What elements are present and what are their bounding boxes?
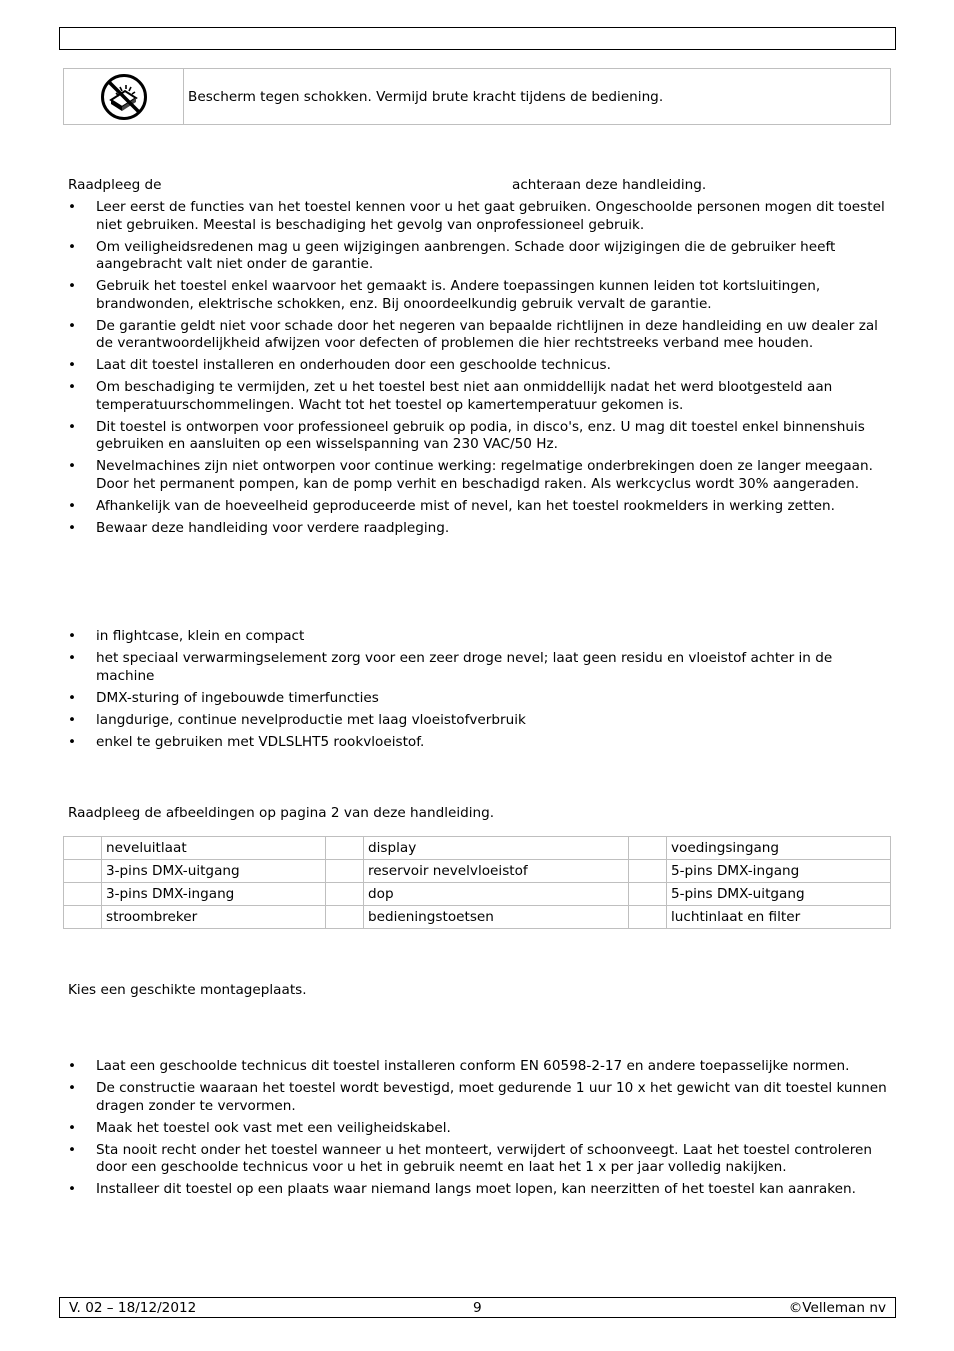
list-item: • DMX-sturing of ingebouwde timerfuncties (68, 690, 890, 708)
warning-icon-cell (64, 69, 184, 125)
part-name: 5-pins DMX-uitgang (666, 883, 890, 906)
overview-intro: Raadpleeg de afbeeldingen op pagina 2 van deze handleiding. (68, 805, 495, 821)
list-item: • Installeer dit toestel op een plaats waar niemand langs moet lopen, kan neerzitten of het toestel kan aanraken. (68, 1181, 890, 1199)
list-item: • De garantie geldt niet voor schade door het negeren van bepaalde richtlijnen in deze handleiding en uw dealer zal de verantwoordelijkheid afwijzen voor defecten of problemen die hier rechtstreeks verband mee houden. (68, 318, 890, 353)
list-item: • Laat een geschoolde technicus dit toestel installeren conform EN 60598-2-17 en andere toepasselijke normen. (68, 1058, 890, 1076)
warning-row (64, 69, 891, 125)
footer-copyright: ©Velleman nv (788, 1300, 886, 1316)
part-name: 3-pins DMX-ingang (102, 883, 326, 906)
installation-list (68, 1058, 890, 1203)
part-name: 3-pins DMX-uitgang (102, 860, 326, 883)
guidelines-list (68, 199, 890, 542)
part-name: 5-pins DMX-ingang (666, 860, 890, 883)
list-item: • Bewaar deze handleiding voor verdere raadpleging. (68, 520, 890, 538)
part-name: reservoir nevelvloeistof (364, 860, 629, 883)
part-number-cell (628, 906, 666, 929)
list-item: • Om veiligheidsredenen mag u geen wijzigingen aanbrengen. Schade door wijzigingen die de gebruiker heeft aangebracht valt niet onder de garantie. (68, 239, 890, 274)
list-item: • Gebruik het toestel enkel waarvoor het gemaakt is. Andere toepassingen kunnen leiden tot kortsluitingen, brandwonden, elektrische schokken, enz. Bij onoordeelkundig gebruik vervalt de garantie. (68, 278, 890, 313)
list-item: • Leer eerst de functies van het toestel kennen voor u het gaat gebruiken. Ongeschoolde personen mogen dit toestel niet gebruiken. Meestal is beschadiging het gevolg van onprofessioneel gebruik. (68, 199, 890, 234)
part-number-cell (326, 906, 364, 929)
table-row (64, 860, 891, 883)
features-list (68, 628, 890, 756)
list-item: • Om beschadiging te vermijden, zet u het toestel best niet aan onmiddellijk nadat het werd blootgesteld aan temperatuurschommelingen. Wacht tot het toestel op kamertemperatuur gekomen is. (68, 379, 890, 414)
table-row (64, 883, 891, 906)
parts-table (63, 836, 891, 929)
warning-table (63, 68, 891, 125)
no-shock-icon (100, 73, 148, 121)
footer-version: V. 02 – 18/12/2012 (69, 1300, 197, 1316)
list-item: • Afhankelijk van de hoeveelheid geproduceerde mist of nevel, kan het toestel rookmelders in werking zetten. (68, 498, 890, 516)
page-footer (59, 1297, 896, 1318)
part-number-cell (628, 860, 666, 883)
part-number-cell (64, 837, 102, 860)
part-name: neveluitlaat (102, 837, 326, 860)
part-number-cell (64, 906, 102, 929)
part-number-cell (628, 883, 666, 906)
part-number-cell (326, 860, 364, 883)
part-number-cell (64, 860, 102, 883)
list-item: • het speciaal verwarmingselement zorg voor een zeer droge nevel; laat geen residu en vloeistof achter in de machine (68, 650, 890, 685)
guidelines-intro-start: Raadpleeg de (68, 177, 162, 193)
list-item: • langdurige, continue nevelproductie met laag vloeistofverbruik (68, 712, 890, 730)
part-name: voedingsingang (666, 837, 890, 860)
part-name: luchtinlaat en filter (666, 906, 890, 929)
list-item: • Dit toestel is ontworpen voor professioneel gebruik op podia, in disco's, enz. U mag dit toestel enkel binnenshuis gebruiken en aansluiten op een wisselspanning van 230 VAC/50 Hz. (68, 419, 890, 454)
table-row (64, 906, 891, 929)
footer-page-number: 9 (473, 1300, 482, 1316)
list-item: • Laat dit toestel installeren en onderhouden door een geschoolde technicus. (68, 357, 890, 375)
list-item: • Sta nooit recht onder het toestel wanneer u het monteert, verwijdert of schoonveegt. Laat het toestel controleren door een geschoolde technicus voor u het in gebruik neemt en laat het 1 x per jaar volledig nakijken. (68, 1142, 890, 1177)
list-item: • De constructie waaraan het toestel wordt bevestigd, moet gedurende 1 uur 10 x het gewicht van dit toestel kunnen dragen zonder te vervormen. (68, 1080, 890, 1115)
part-name: display (364, 837, 629, 860)
list-item: • Maak het toestel ook vast met een veiligheidskabel. (68, 1120, 890, 1138)
warning-text: Bescherm tegen schokken. Vermijd brute kracht tijdens de bediening. (184, 69, 891, 125)
page-header (59, 27, 896, 50)
list-item: • Nevelmachines zijn niet ontworpen voor continue werking: regelmatige onderbrekingen doen ze langer meegaan. Door het permanent pompen, kan de pomp verhit en beschadigd raken. Als werkcyclus wordt 30% aangeraden. (68, 458, 890, 493)
part-name: bedieningstoetsen (364, 906, 629, 929)
part-name: stroombreker (102, 906, 326, 929)
list-item: • in flightcase, klein en compact (68, 628, 890, 646)
part-number-cell (326, 837, 364, 860)
part-name: dop (364, 883, 629, 906)
part-number-cell (64, 883, 102, 906)
table-row (64, 837, 891, 860)
guidelines-intro-end: achteraan deze handleiding. (512, 177, 707, 193)
list-item: • enkel te gebruiken met VDLSLHT5 rookvloeistof. (68, 734, 890, 752)
guidelines-intro (68, 177, 707, 195)
part-number-cell (628, 837, 666, 860)
part-number-cell (326, 883, 364, 906)
installation-intro: Kies een geschikte montageplaats. (68, 982, 307, 998)
